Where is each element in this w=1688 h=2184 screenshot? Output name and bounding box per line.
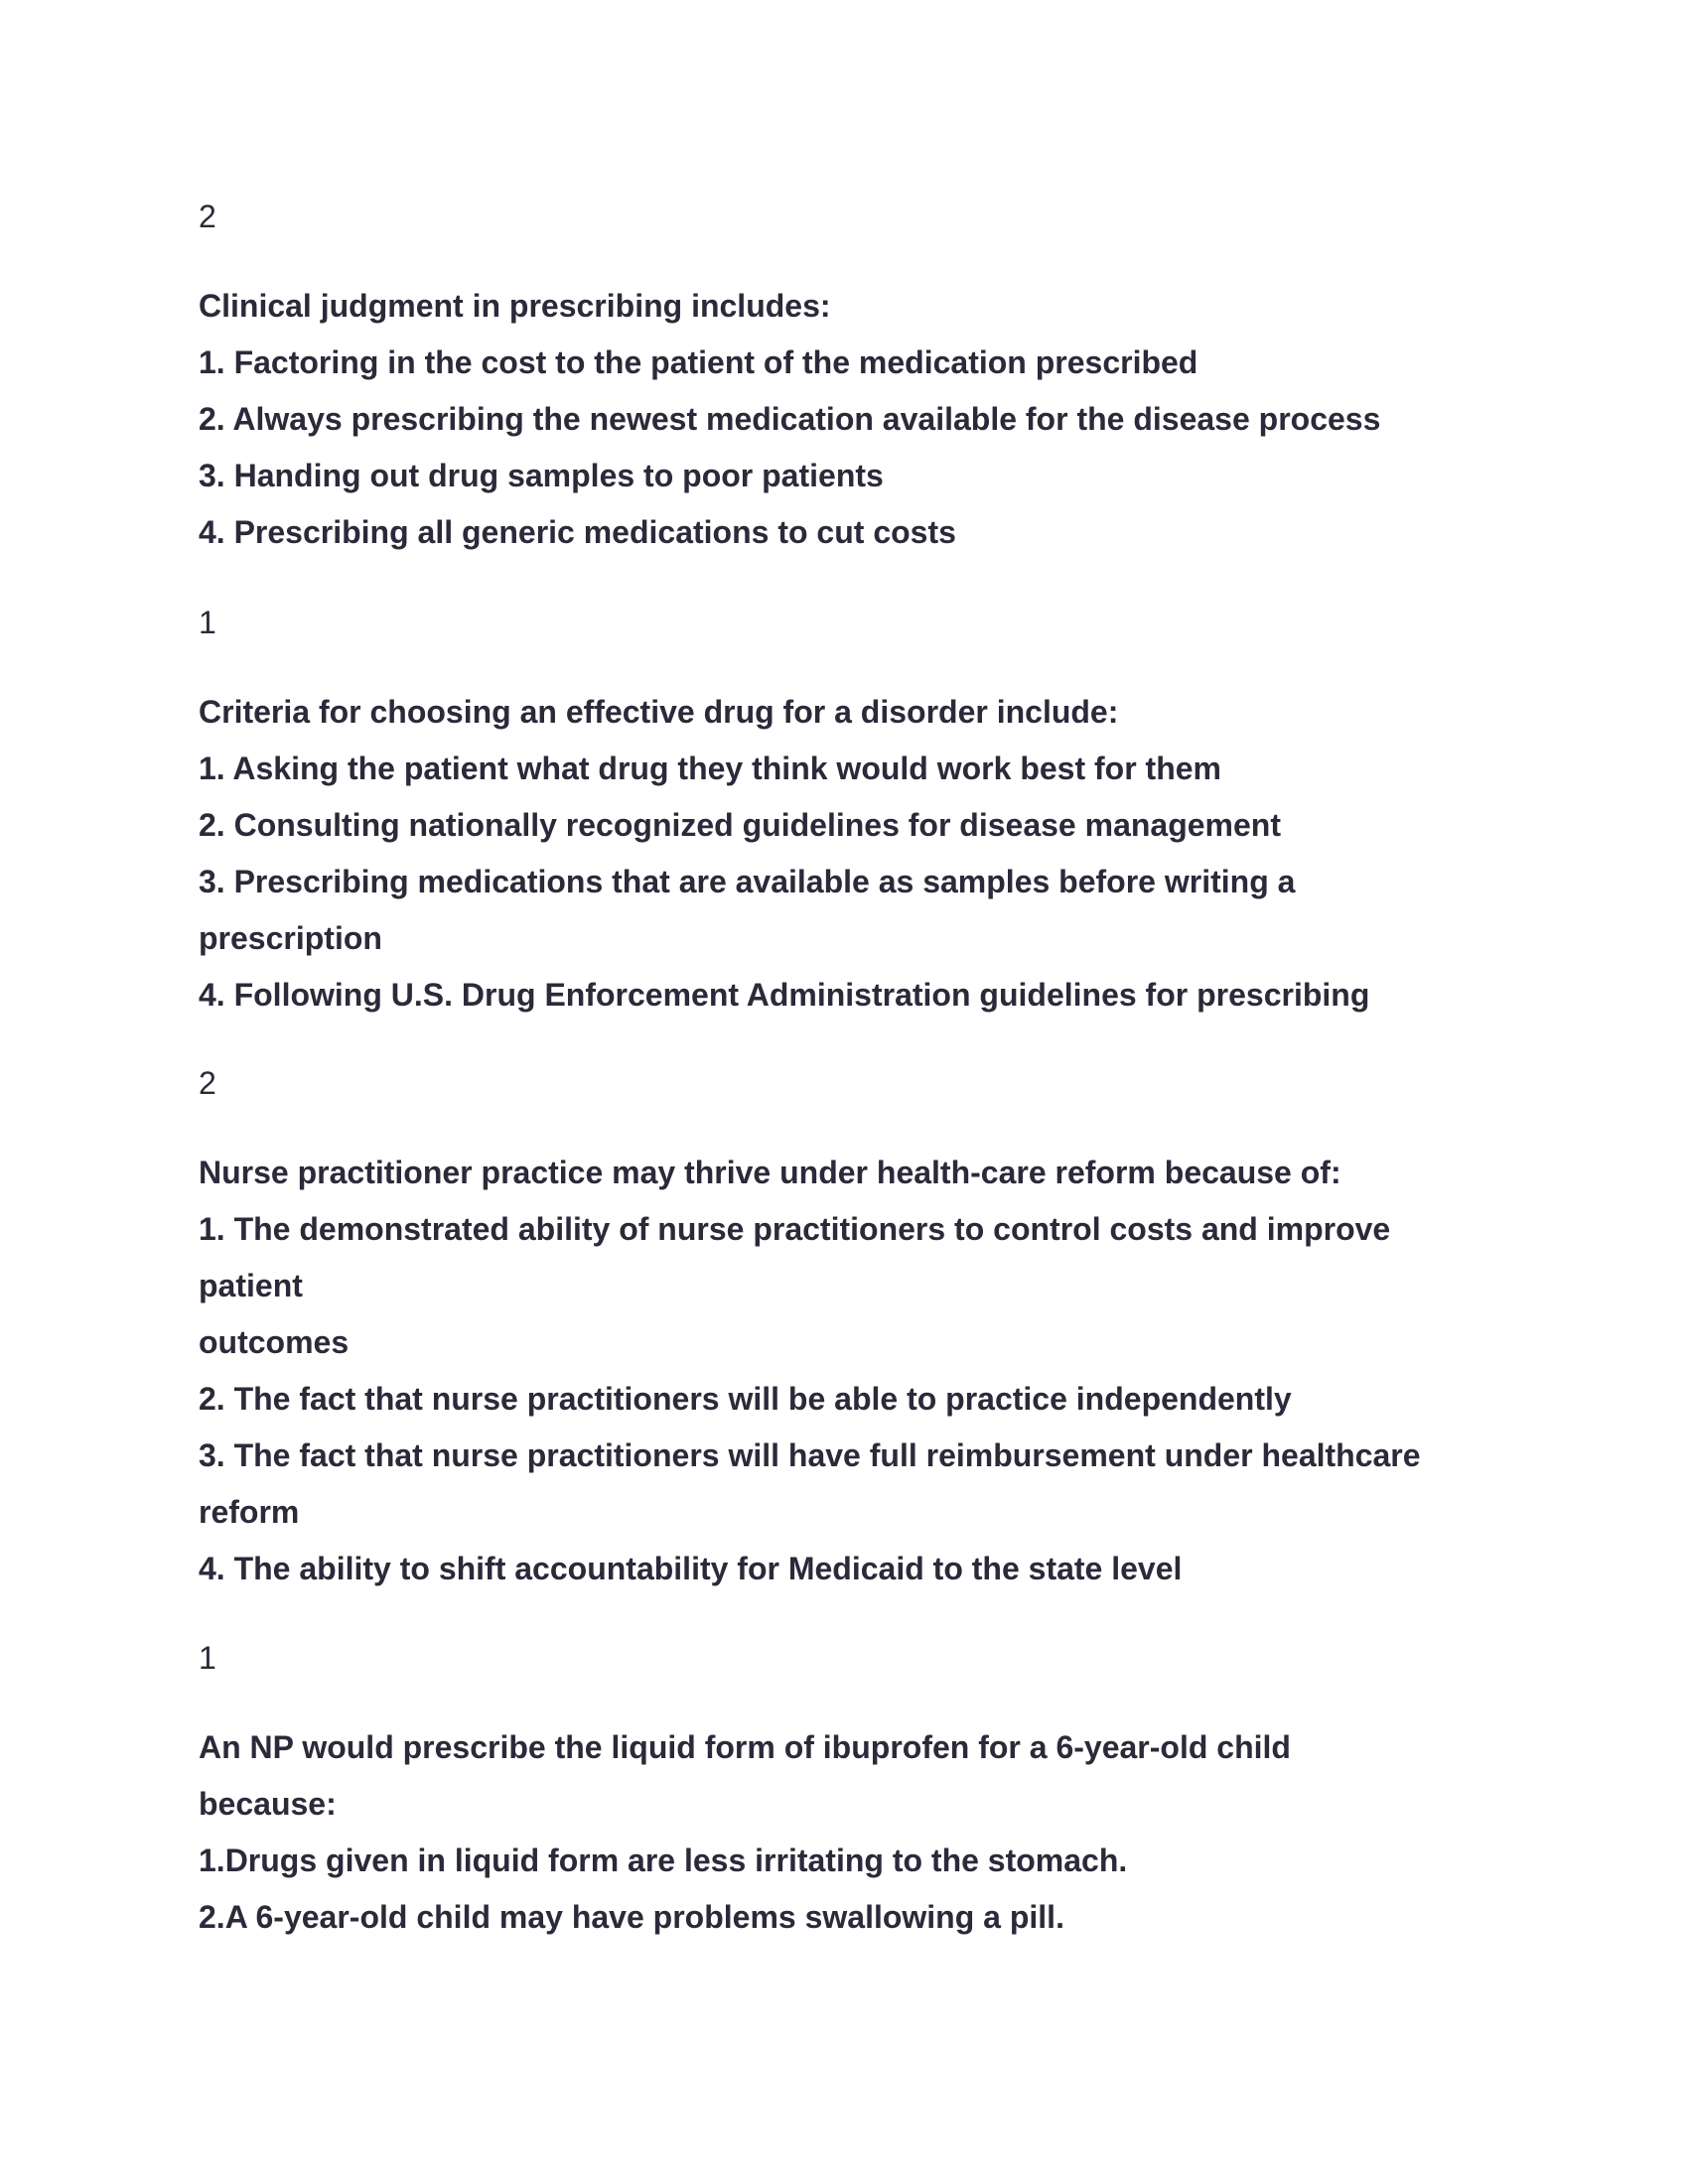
question-text: An NP would prescribe the liquid form of ibuprofen for a 6-year-old child	[199, 1729, 1291, 1765]
option-line: 1. Factoring in the cost to the patient of the medication prescribed	[199, 344, 1198, 380]
option-line: 1.Drugs given in liquid form are less irritating to the stomach.	[199, 1843, 1128, 1878]
answer-number: 2	[199, 1065, 216, 1101]
option-line: 4. The ability to shift accountability for Medicaid to the state level	[199, 1551, 1183, 1586]
option-line: 1. The demonstrated ability of nurse practitioners to control costs and improve	[199, 1211, 1391, 1247]
option-line: 1. Asking the patient what drug they think would work best for them	[199, 751, 1221, 786]
option-line: 4. Prescribing all generic medications to cut costs	[199, 514, 956, 550]
question-text: Criteria for choosing an effective drug for a disorder include:	[199, 694, 1119, 730]
option-line: 3. Prescribing medications that are available as samples before writing a	[199, 864, 1296, 899]
option-line: 2.A 6-year-old child may have problems swallowing a pill.	[199, 1899, 1064, 1935]
option-line: 3. Handing out drug samples to poor patients	[199, 458, 884, 493]
option-line: 2. The fact that nurse practitioners will be able to practice independently	[199, 1381, 1292, 1417]
answer-number: 2	[199, 199, 216, 234]
option-line: outcomes	[199, 1324, 350, 1360]
option-line: reform	[199, 1494, 300, 1530]
question-text: Clinical judgment in prescribing includes:	[199, 288, 831, 324]
option-line: prescription	[199, 920, 382, 956]
option-line: 4. Following U.S. Drug Enforcement Administration guidelines for prescribing	[199, 977, 1370, 1013]
option-line: 3. The fact that nurse practitioners will have full reimbursement under healthcare	[199, 1437, 1421, 1473]
option-line: patient	[199, 1268, 303, 1303]
question-text: Nurse practitioner practice may thrive under health-care reform because of:	[199, 1155, 1341, 1190]
answer-number: 1	[199, 1640, 216, 1676]
question-text-continued: because:	[199, 1786, 337, 1822]
option-line: 2. Always prescribing the newest medication available for the disease process	[199, 401, 1381, 437]
answer-number: 1	[199, 605, 216, 640]
option-line: 2. Consulting nationally recognized guidelines for disease management	[199, 807, 1281, 843]
